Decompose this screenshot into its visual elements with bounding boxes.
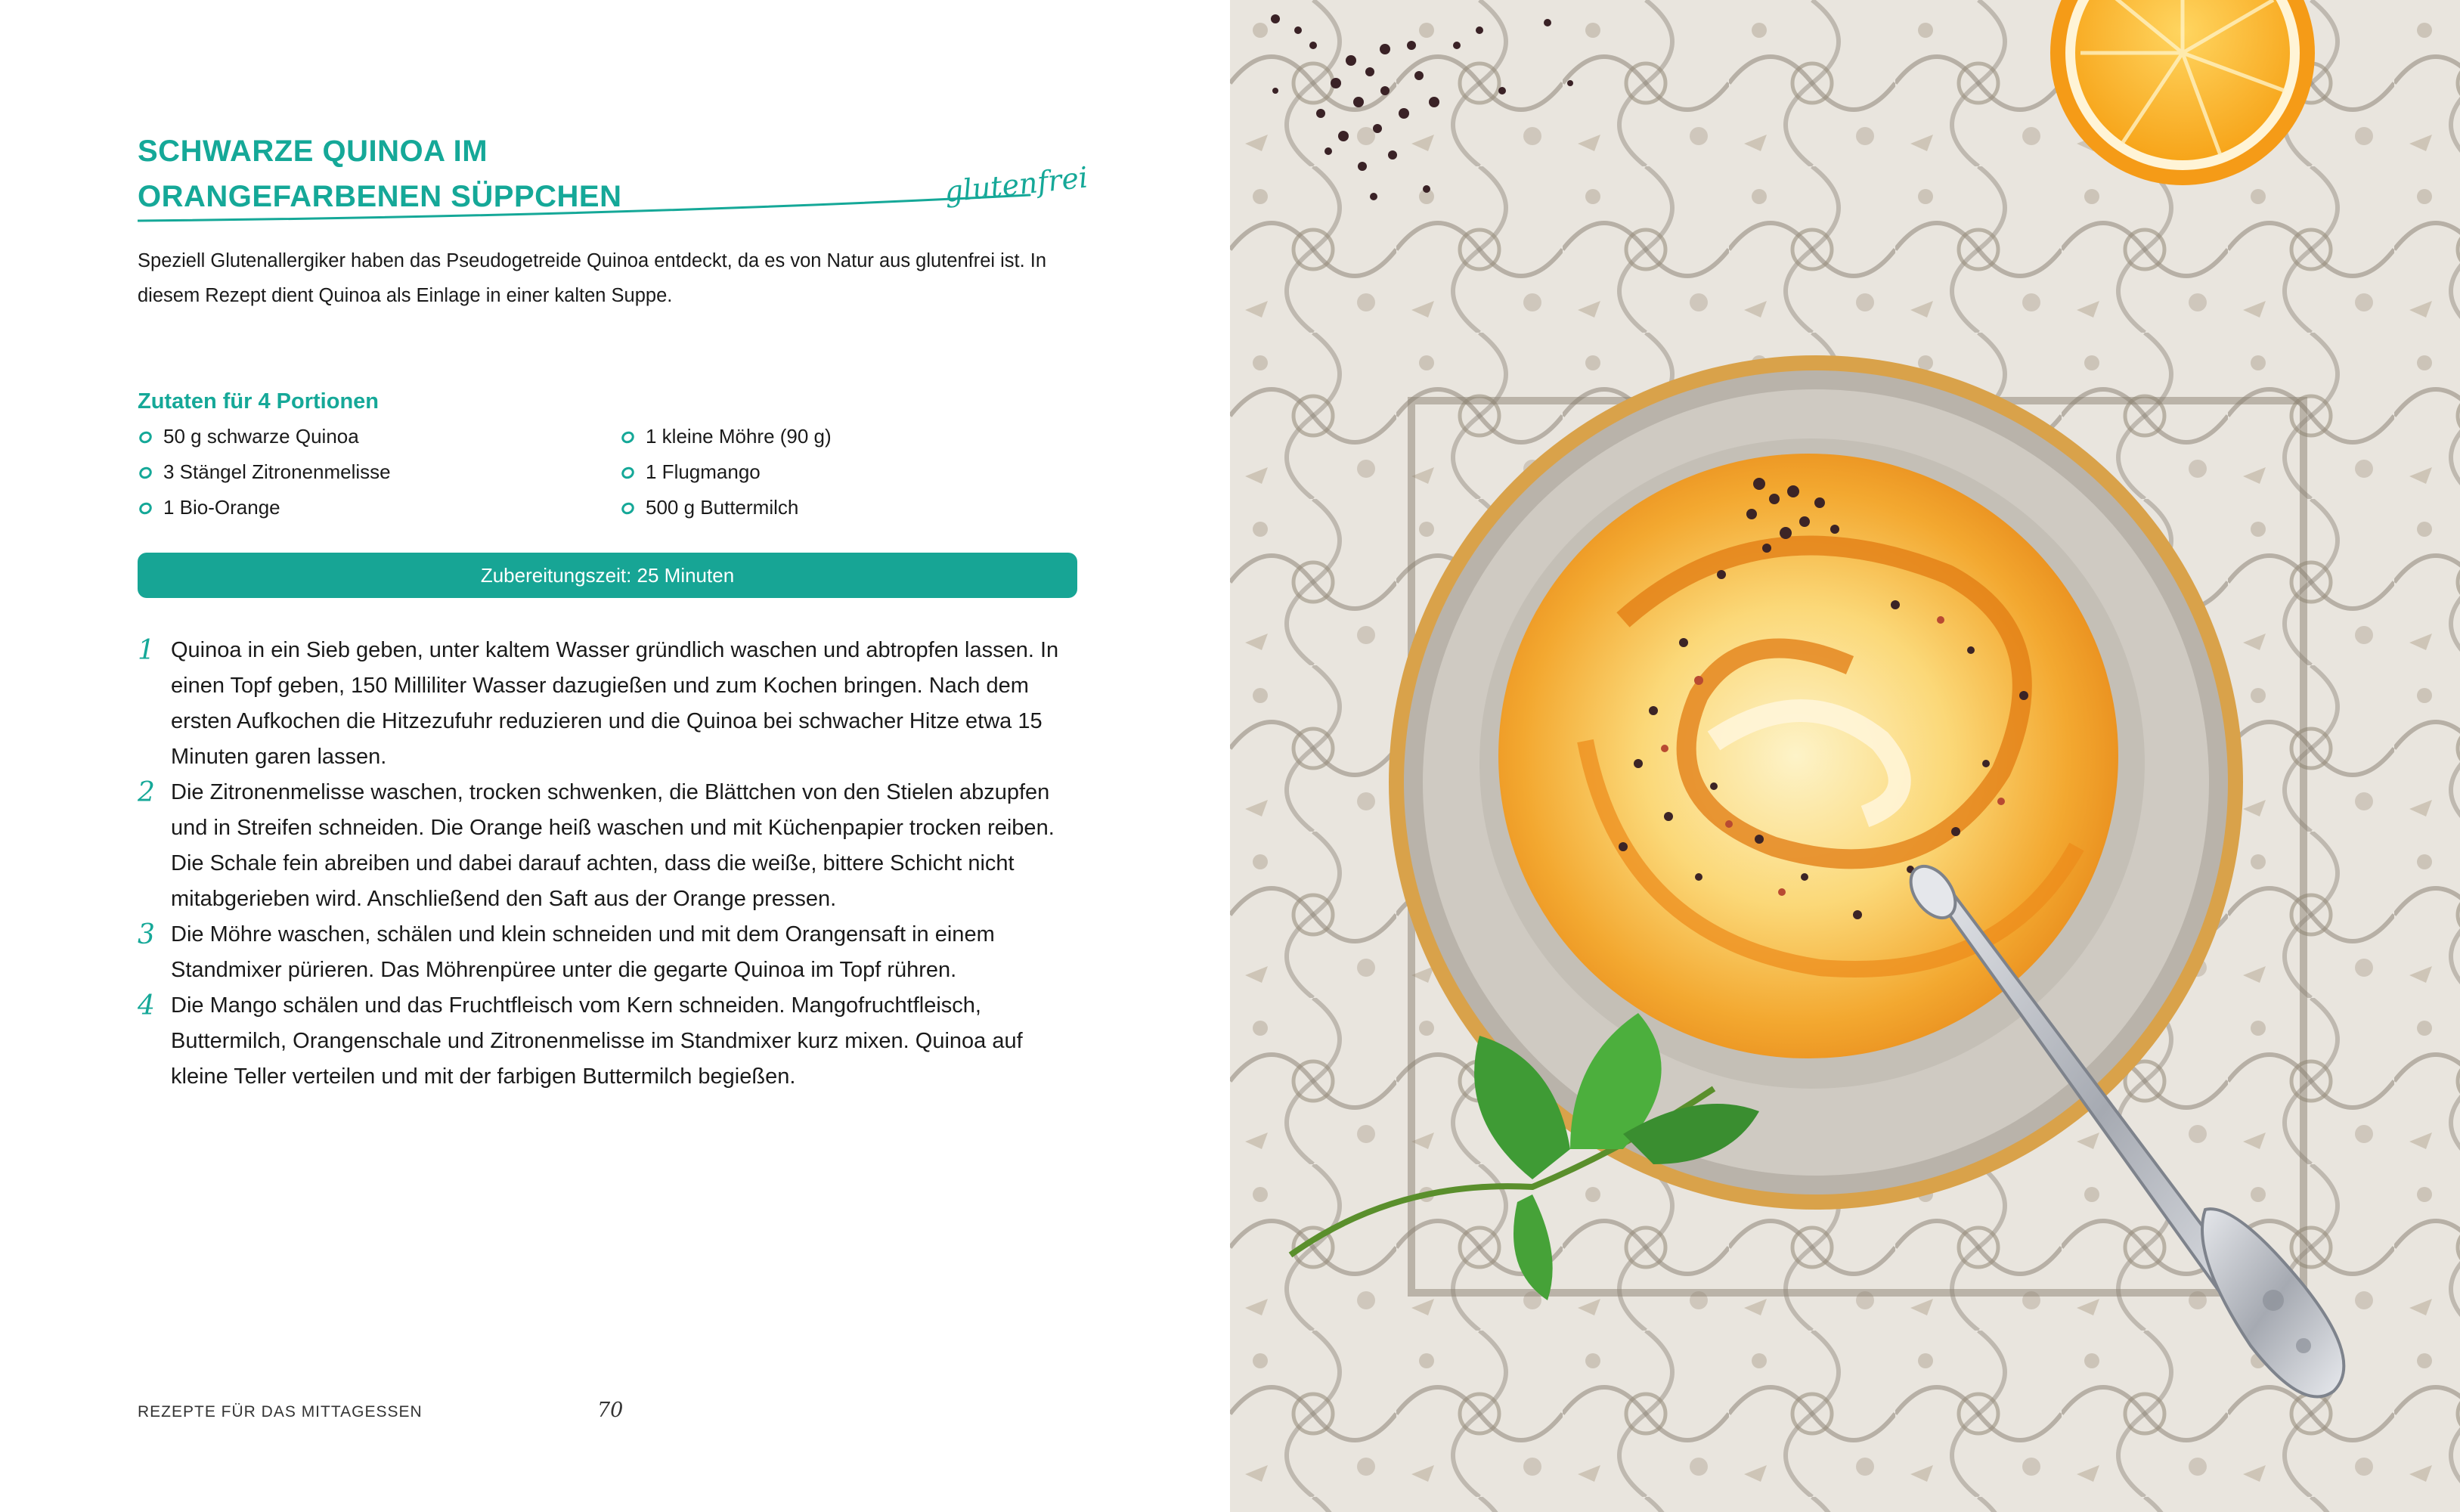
ingredient-text: 1 Bio-Orange: [163, 496, 280, 519]
step-number: 4: [138, 990, 155, 1021]
intro-text: Speziell Glutenallergiker haben das Pseudogetreide Quinoa entdeckt, da es von Natur aus glutenfrei ist. In diesem Rezept dient Quinoa als Einlage in einer kalten Suppe.: [138, 250, 1047, 306]
ingredient-text: 1 kleine Möhre (90 g): [646, 425, 832, 448]
step-text: Die Möhre waschen, schälen und klein schneiden und mit dem Orangensaft in einem Standmixer pürieren. Das Möhrenpüree unter die gegarte Quinoa im Topf rühren.: [171, 922, 995, 982]
step-item: [138, 775, 1079, 917]
ingredient-text: 1 Flugmango: [646, 460, 761, 483]
step-number: 3: [138, 919, 155, 950]
page-number: 70: [597, 1399, 624, 1422]
ingredient-item: [620, 419, 832, 454]
ingredients-list-left: [138, 419, 391, 525]
step-text: Quinoa in ein Sieb geben, unter kaltem Wasser gründlich waschen und abtropfen lassen. In einen Topf geben, 150 Milliliter Wasser dazugießen und zum Kochen bringen. Nach dem ersten Aufkochen die Hitzezufuhr reduzieren und die Quinoa bei schwacher Hitze etwa 15 Minuten garen lassen.: [171, 638, 1059, 769]
bullet-icon: [619, 465, 636, 481]
ingredients-heading: Zutaten für 4 Portionen: [138, 389, 379, 414]
ingredient-item: [138, 490, 391, 525]
ingredient-item: [138, 419, 391, 454]
ingredients-list-right: [620, 419, 832, 525]
ingredient-item: [620, 490, 832, 525]
step-item: [138, 633, 1079, 775]
step-item: [138, 917, 1079, 988]
bullet-icon: [137, 500, 153, 516]
step-number: 1: [138, 635, 155, 666]
ingredient-text: 500 g Buttermilch: [646, 496, 799, 519]
ingredient-text: 50 g schwarze Quinoa: [163, 425, 359, 448]
step-item: [138, 988, 1079, 1095]
bullet-icon: [137, 465, 153, 481]
step-text: Die Zitronenmelisse waschen, trocken schwenken, die Blättchen von den Stielen abzupfen und in Streifen schneiden. Die Orange heiß waschen und mit Küchenpapier trocken reiben. Die Schale fein abreiben und dabei darauf achten, dass die weiße, bittere Schicht nicht mitabgerieben wird. Anschließend den Saft aus der Orange pressen.: [171, 780, 1055, 911]
glutenfrei-badge: glutenfrei: [943, 160, 1090, 209]
bullet-icon: [619, 429, 636, 445]
ingredient-item: [138, 454, 391, 490]
ingredient-text: 3 Stängel Zitronenmelisse: [163, 460, 391, 483]
bullet-icon: [137, 429, 153, 445]
food-photo: [1230, 0, 2460, 1512]
title-line-2: ORANGEFARBENEN SÜPPCHEN: [138, 180, 622, 213]
step-number: 2: [138, 777, 155, 808]
ingredient-item: [620, 454, 832, 490]
footer-section-title: REZEPTE FÜR DAS MITTAGESSEN: [138, 1403, 423, 1421]
soup-bowl-illustration: [1230, 0, 2460, 1512]
step-text: Die Mango schälen und das Fruchtfleisch vom Kern schneiden. Mangofruchtfleisch, Buttermilch, Orangenschale und Zitronenmelisse im Standmixer kurz mixen. Quinoa auf kleine Teller verteilen und mit der farbigen Buttermilch begießen.: [171, 993, 1023, 1089]
prep-time-bar: Zubereitungszeit: 25 Minuten: [138, 553, 1077, 598]
title-line-1: SCHWARZE QUINOA IM: [138, 135, 488, 168]
bullet-icon: [619, 500, 636, 516]
preparation-steps: [138, 633, 1079, 1095]
